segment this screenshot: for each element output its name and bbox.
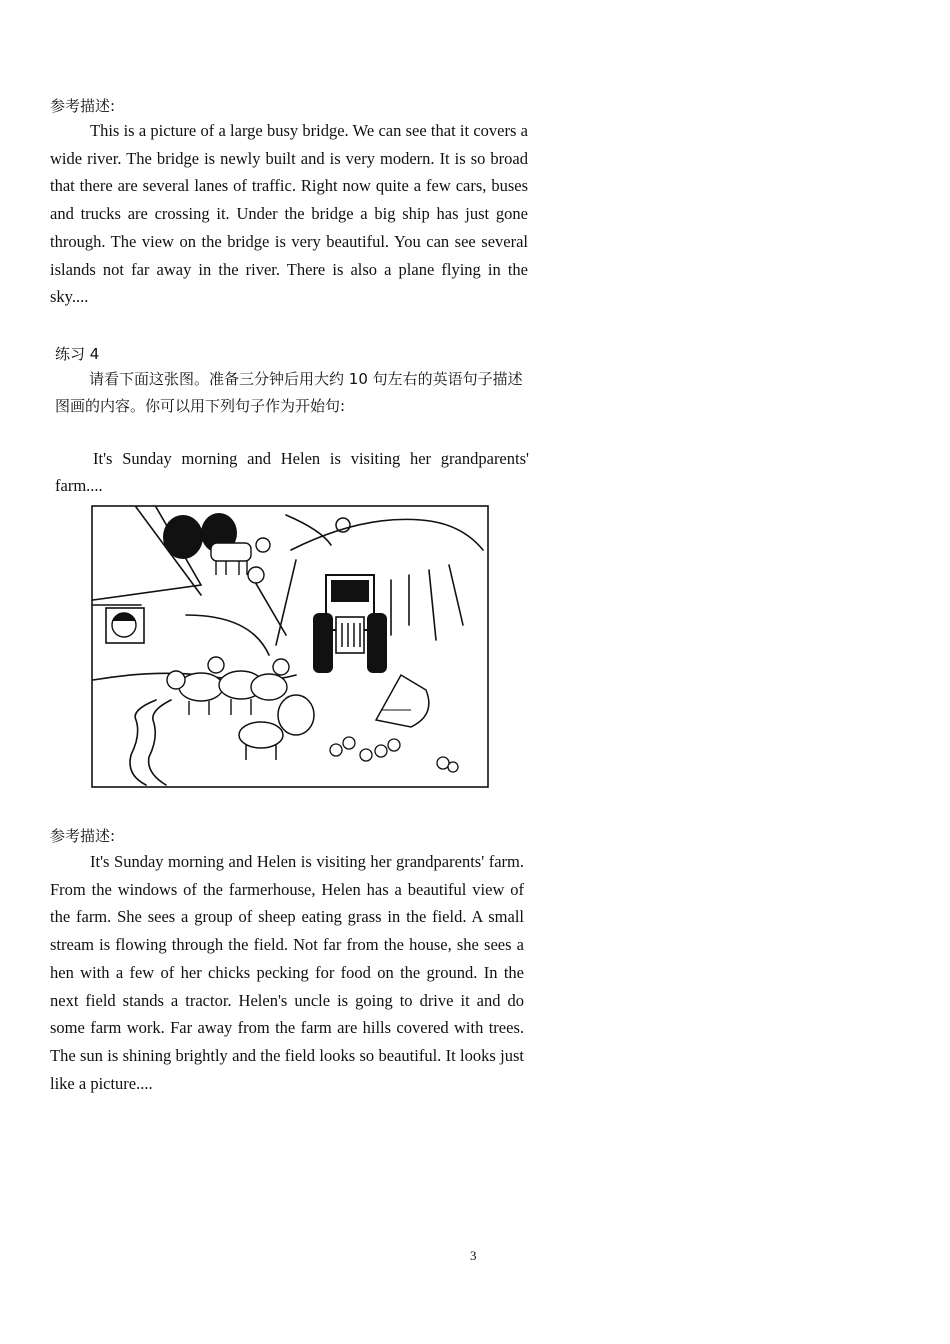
exercise-instruction: 请看下面这张图。准备三分钟后用大约 10 句左右的英语句子描述图画的内容。你可以用下列句子作为开始句: bbox=[55, 370, 523, 415]
reference-description-2 bbox=[50, 848, 524, 1097]
farm-illustration bbox=[91, 505, 489, 788]
reference-heading-1: 参考描述: bbox=[50, 97, 116, 115]
reference-heading-2: 参考描述: bbox=[50, 827, 116, 845]
reference-text-2: It's Sunday morning and Helen is visiting her grandparents' farm. From the windows of the farmerhouse, Helen has a beautiful view of the farm. She sees a group of sheep eating grass in the field. A small stream is flowing through the field. Not far from the house, she sees a hen with a few of her chicks pecking for food on the ground. In the next field stands a tractor. Helen's uncle is going to drive it and do some farm work. Far away from the farm are hills covered with trees. The sun is shining brightly and the field looks so beautiful. It looks just like a picture.... bbox=[50, 852, 524, 1093]
reference-text-1: This is a picture of a large busy bridge. We can see that it covers a wide river. The bridge is newly built and is very modern. It is so broad that there are several lanes of traffic. Right now quite a few cars, buses and trucks are crossing it. Under the bridge a big ship has just gone through. The view on the bridge is very beautiful. You can see several islands not far away in the river. There is also a plane flying in the sky.... bbox=[50, 121, 528, 307]
page-number: 3 bbox=[470, 1248, 477, 1263]
reference-description-1 bbox=[50, 117, 528, 311]
starter-sentence: It's Sunday morning and Helen is visiting her grandparents' farm.... bbox=[55, 449, 529, 495]
exercise-heading: 练习 4 bbox=[55, 345, 100, 363]
